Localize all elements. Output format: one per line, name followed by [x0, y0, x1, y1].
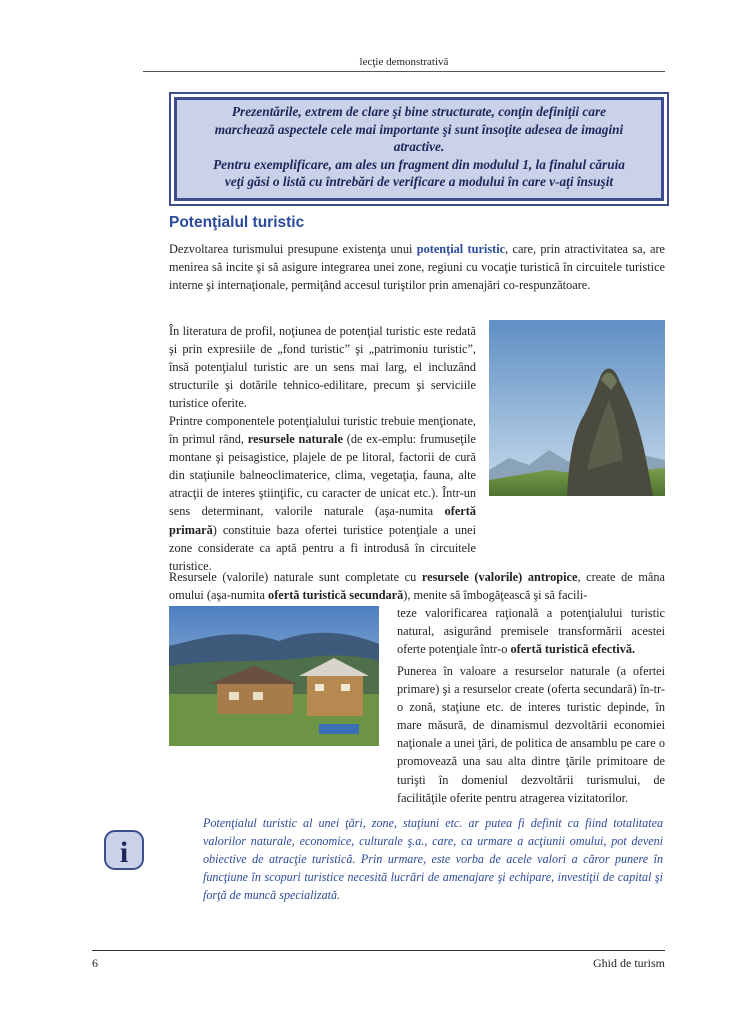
p1-keyword: potenţial turistic — [416, 242, 506, 256]
chalets-photo — [169, 606, 379, 746]
paragraph-3 — [169, 412, 476, 575]
callout-line: Pentru exemplificare, am ales un fragment din modulul 1, la finalul căruia — [213, 156, 625, 172]
callout-line: atractive. — [393, 139, 445, 155]
paragraph-5 — [397, 604, 665, 658]
callout-box — [169, 92, 669, 206]
header-rule — [143, 71, 665, 72]
p1-text-end: , care, prin atractivitatea sa, are menirea să incite şi să asigure integrarea unei zone, regiuni cu vocaţie turistică în circuitele turistice interne şi internaţionale, permiţând accesul turiştilor prin amenajări co-respunzătoare. — [169, 242, 666, 293]
p4-keyword-1: resursele (valorile) antropice — [421, 570, 578, 584]
paragraph-4 — [169, 568, 665, 604]
p1-text: Dezvoltarea turismului presupune existenţa unui — [169, 242, 417, 256]
paragraph-2: În literatura de profil, noţiunea de potenţial turistic este redată şi prin expresiile de „fond turistic” şi „patrimoniu turistic”, însă potenţialul turistic are un sens mai larg, el incluzând structurile şi dotările tehnico-edilitare, precum şi serviciile turistice oferite. — [169, 324, 476, 411]
p3-text-end: ) constituie baza ofertei turistice potenţiale a unei zone considerate ca aptă pentru a fi introdusă în circuitele turistice. — [169, 522, 476, 573]
info-icon-letter: i — [119, 836, 129, 869]
definition-note: Potenţialul turistic al unei ţări, zone, staţiuni etc. ar putea fi definit ca fiind totalitatea valorilor naturale, economice, culturale ş.a., care, ca urmare a acţiunii omului, pot deveni obiective de atracţie turistică. Prin urmare, este vorba de acele valori a căror punere în funcţiune în scopuri turistice necesită lucrări de amenajare şi echipare, investiţii de capital şi forţă de muncă specializată. — [203, 816, 663, 903]
p4-text-end: ), menite să îmbogăţească şi să facili- — [403, 588, 588, 603]
p5-keyword: ofertă turistică efectivă. — [510, 642, 636, 657]
p4-text: Resursele (valorile) naturale sunt completate cu — [169, 570, 422, 584]
page-number: 6 — [92, 956, 98, 970]
callout-inner — [174, 97, 664, 201]
p3-text: Printre componentele potenţialului turistic trebuie menţionate, în primul rând, — [169, 414, 476, 447]
p3-keyword-1: resursele naturale — [247, 432, 343, 447]
mountain-rock-photo — [489, 320, 665, 496]
p4-keyword-2: ofertă turistică secundară — [268, 588, 404, 603]
callout-line: Prezentările, extrem de clare şi bine structurate, conţin definiţii care — [231, 104, 607, 119]
p3-text-mid: (de ex-emplu: frumuseţile montane şi peisagistice, plajele de pe litoral, factorii de cură din staţiunile balneoclimaterice, clima, vegetaţia, fauna, alte atracţii de interes ştiinţific, cu caracter de unicat etc.). Într-un sens determinant, valorile naturale (aşa-numita — [169, 432, 477, 519]
chalets-image — [169, 606, 379, 746]
callout-line: veţi găsi o listă cu întrebări de verificare a modului în care v-aţi însuşit — [224, 174, 614, 190]
p4-text-mid: , create de mâna omului (aşa-numita — [169, 570, 665, 603]
book-title: Ghid de turism — [593, 956, 665, 970]
p3-keyword-2: ofertă primară — [169, 504, 476, 537]
info-icon-graphic — [104, 830, 144, 870]
info-icon — [104, 830, 144, 870]
p5-text: teze valorificarea raţională a potenţialului turistic natural, asigurând premisele transformării acestei oferte potenţiale într-o — [397, 606, 665, 657]
footer-rule — [92, 950, 665, 951]
paragraph-1 — [169, 240, 665, 294]
mountain-rock-image — [489, 320, 665, 496]
callout-line: marchează aspectele cele mai importante şi sunt însoţite adesea de imagini — [214, 121, 624, 137]
paragraph-6: Punerea în valoare a resurselor naturale (a ofertei primare) şi a resurselor create (oferta secundară) în-tr-o zonă, staţiune etc. de interes turistic depinde, în mare măsură, de dinamismul dezvoltării economiei naţionale a unei ţări, de politica de ansamblu pe care o promovează una sau alta dintre ţările primitoare de turişti în domeniul dezvoltării turismului, de facilităţile oferite pentru atragerea vizitatorilor. — [397, 664, 665, 805]
running-header: lecţie demonstrativă — [359, 56, 449, 68]
callout-text — [183, 103, 655, 191]
section-title: Potenţialul turistic — [169, 214, 305, 231]
